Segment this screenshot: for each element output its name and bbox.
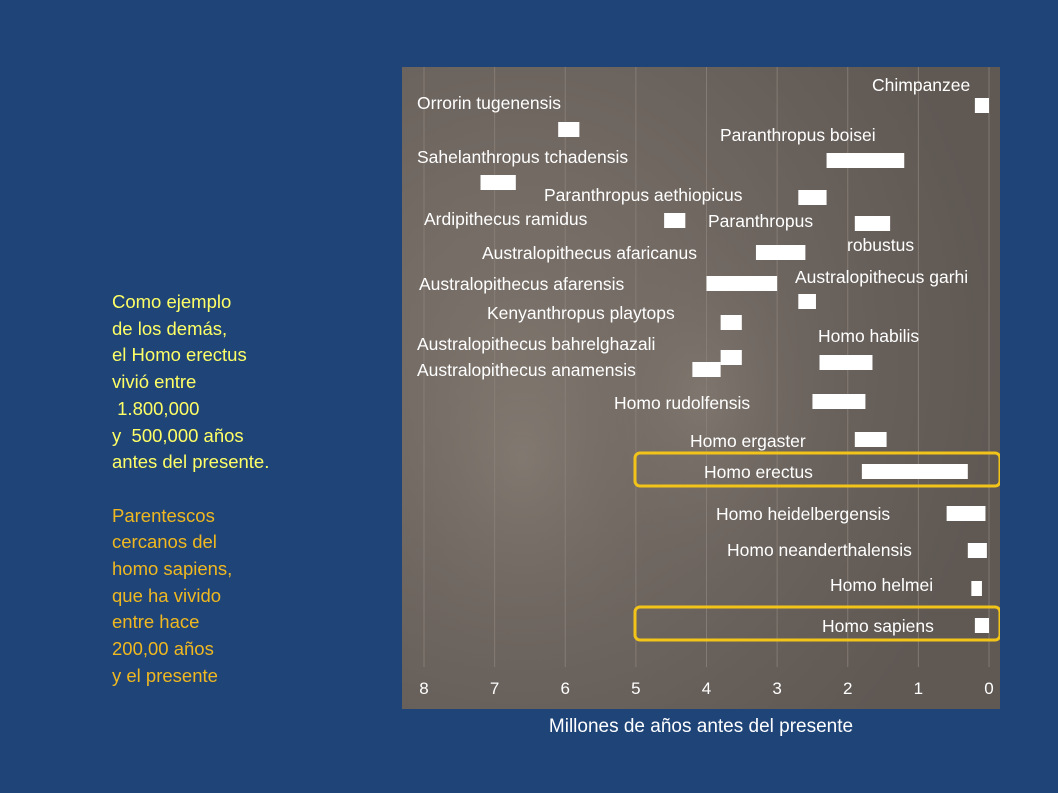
- range-bar: [968, 543, 987, 558]
- intro-line: y 500,000 años: [112, 424, 244, 446]
- relatives-line: entre hace: [112, 611, 200, 633]
- range-bar: [862, 464, 968, 479]
- range-bar: [798, 190, 826, 205]
- species-label: Australopithecus bahrelghazali: [417, 334, 656, 354]
- range-bar: [975, 98, 989, 113]
- species-label: Chimpanzee: [872, 75, 971, 95]
- intro-text: [112, 289, 372, 476]
- species-label: Paranthropus: [708, 211, 814, 231]
- range-bar: [947, 506, 986, 521]
- range-bar: [664, 213, 685, 228]
- species-label: Australopithecus anamensis: [417, 360, 636, 380]
- x-tick-label: 3: [772, 679, 782, 698]
- x-tick-label: 7: [489, 679, 500, 698]
- timeline-svg: [402, 67, 1000, 709]
- relatives-line: y el presente: [112, 664, 218, 686]
- species-label: Homo neanderthalensis: [727, 540, 912, 560]
- x-tick-label: 4: [701, 679, 712, 698]
- species-label: Kenyanthropus playtops: [487, 303, 675, 323]
- range-bar: [975, 618, 989, 633]
- species-label: Homo heidelbergensis: [716, 504, 891, 524]
- range-bar: [756, 245, 805, 260]
- relatives-line: que ha vivido: [112, 584, 222, 606]
- species-label: Homo helmei: [830, 575, 934, 595]
- paragraph-gap: [112, 476, 372, 503]
- species-label: Australopithecus garhi: [795, 267, 969, 287]
- range-bar: [721, 315, 742, 330]
- x-tick-label: 5: [631, 679, 641, 698]
- species-label: Ardipithecus ramidus: [424, 209, 588, 229]
- species-label: Paranthropus aethiopicus: [544, 185, 743, 205]
- species-label-continued: robustus: [847, 235, 915, 255]
- x-tick-label: 2: [843, 679, 853, 698]
- range-bar: [812, 394, 865, 409]
- intro-line: Como ejemplo: [112, 291, 232, 312]
- x-tick-label: 6: [560, 679, 570, 698]
- range-bar: [855, 432, 887, 447]
- relatives-text: [112, 503, 372, 690]
- intro-line: vivió entre: [112, 371, 197, 393]
- relatives-line: 200,00 años: [112, 638, 214, 660]
- x-tick-label: 8: [419, 679, 429, 698]
- intro-line: 1.800,000: [112, 397, 200, 419]
- hominid-timeline-chart: [402, 67, 1000, 709]
- range-bar: [855, 216, 890, 231]
- species-label: Sahelanthropus tchadensis: [417, 147, 629, 167]
- range-bar: [721, 350, 742, 365]
- range-bar: [558, 122, 579, 137]
- range-bar: [820, 355, 873, 370]
- range-bar: [827, 153, 905, 168]
- x-tick-label: 1: [913, 679, 924, 698]
- relatives-line: Parentescos: [112, 504, 215, 526]
- x-axis-caption: Millones de años antes del presente: [548, 716, 854, 737]
- species-label: Homo erectus: [704, 462, 813, 482]
- range-bar: [971, 581, 982, 596]
- x-tick-label: 0: [984, 679, 994, 698]
- intro-line: antes del presente.: [112, 451, 270, 473]
- range-bar: [798, 294, 816, 309]
- species-label: Homo ergaster: [690, 431, 806, 451]
- species-label: Australopithecus afarensis: [419, 274, 625, 294]
- slide-text-block: [112, 289, 372, 690]
- species-label: Orrorin tugenensis: [417, 93, 561, 113]
- species-label: Homo habilis: [818, 326, 920, 346]
- species-label: Homo sapiens: [822, 616, 934, 636]
- species-label: Paranthropus boisei: [720, 125, 876, 145]
- intro-line: de los demás,: [112, 317, 228, 339]
- species-label: Australopithecus afaricanus: [482, 243, 697, 263]
- range-bar: [692, 362, 720, 377]
- relatives-line: cercanos del: [112, 531, 217, 553]
- range-bar: [707, 276, 778, 291]
- relatives-line: homo sapiens,: [112, 558, 233, 580]
- range-bar: [481, 175, 516, 190]
- intro-line: el Homo erectus: [112, 344, 247, 366]
- species-label: Homo rudolfensis: [614, 393, 751, 413]
